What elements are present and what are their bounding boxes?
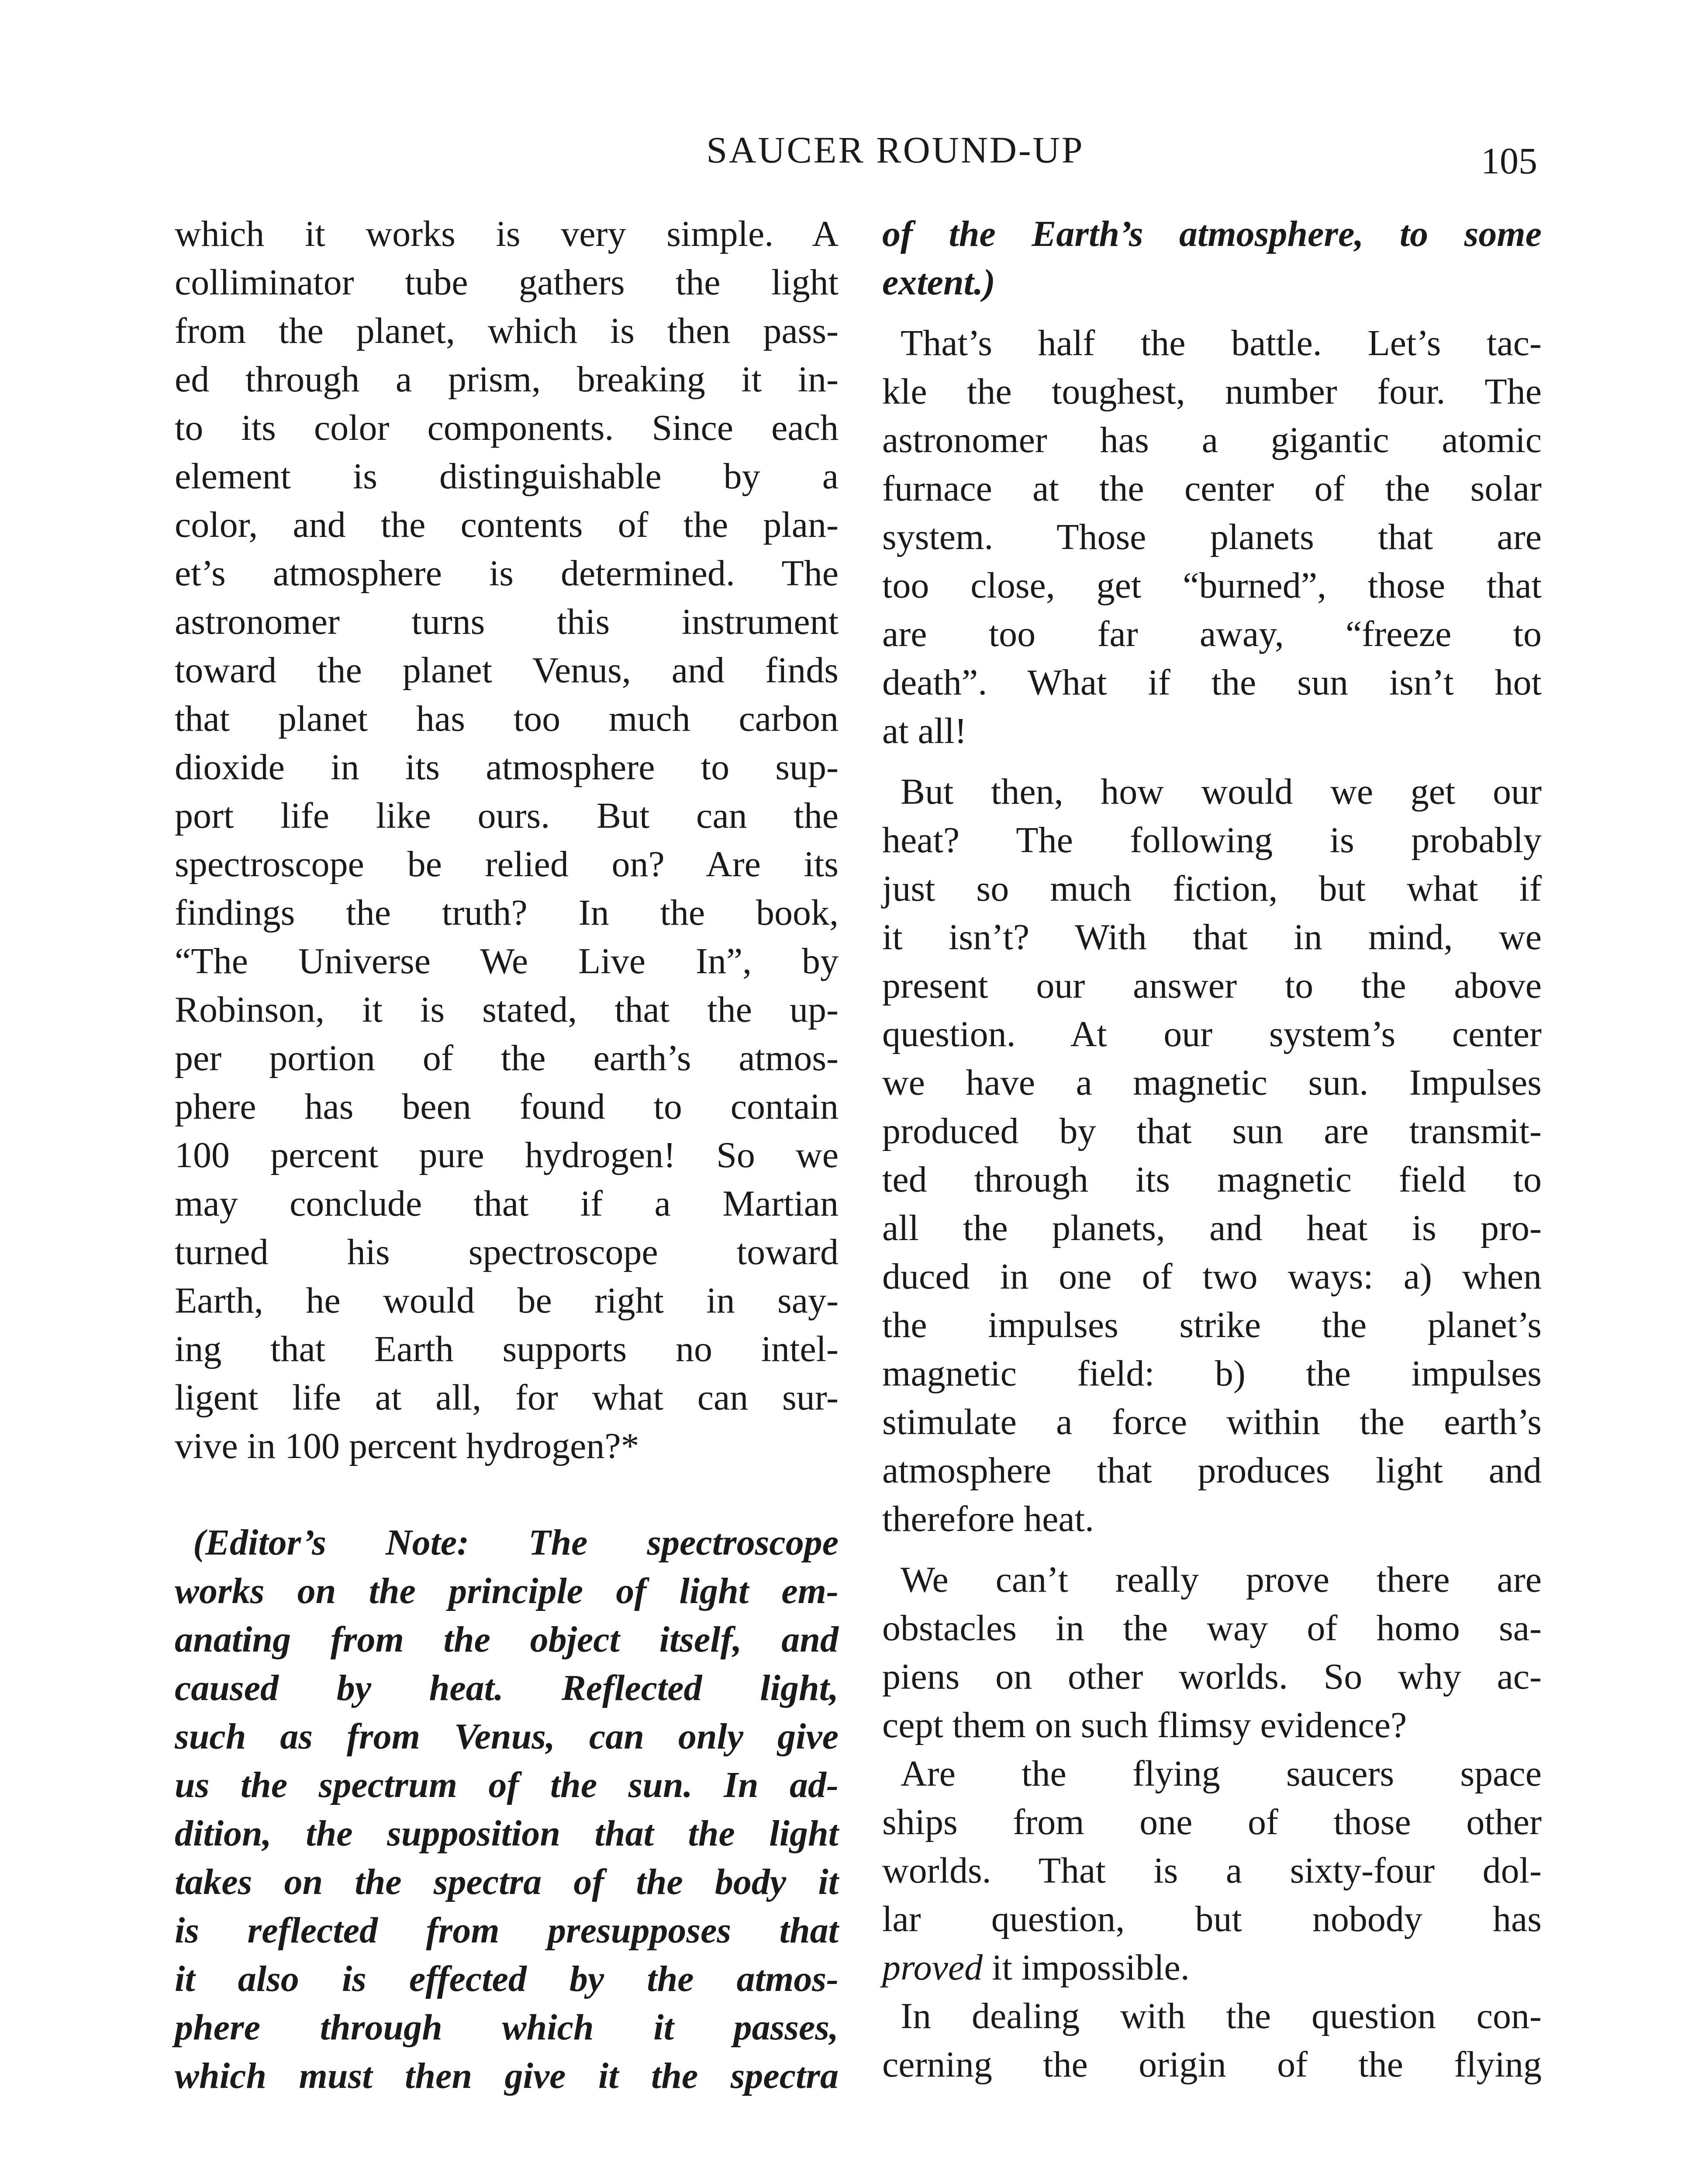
- text-line: anating from the object itself, and: [175, 1619, 839, 1660]
- text-line: which it works is very simple. A: [175, 214, 839, 254]
- text-line: are too far away, “freeze to: [882, 614, 1542, 654]
- emphasis-word: proved: [882, 1947, 983, 1988]
- text-line: heat? The following is probably: [882, 820, 1542, 860]
- text-line: produced by that sun are transmit-: [882, 1111, 1542, 1151]
- paragraph-origin: [882, 1992, 1542, 2089]
- text-line: lar question, but nobody has: [882, 1899, 1542, 1939]
- text-line: system. Those planets that are: [882, 517, 1542, 557]
- text-line: duced in one of two ways: a) when: [882, 1256, 1542, 1297]
- text-line: the impulses strike the planet’s: [882, 1305, 1542, 1345]
- paragraph-obstacles: [882, 1555, 1542, 1749]
- text-line: it also is effected by the atmos-: [175, 1959, 839, 1999]
- text-line: et’s atmosphere is determined. The: [175, 553, 839, 594]
- text-line: vive in 100 percent hydrogen?*: [175, 1426, 639, 1466]
- text-line: takes on the spectra of the body it: [175, 1862, 839, 1902]
- text-line: findings the truth? In the book,: [175, 892, 839, 933]
- text-line: it isn’t? With that in mind, we: [882, 917, 1542, 957]
- left-column: [175, 210, 839, 2100]
- text-line: therefore heat.: [882, 1499, 1094, 1539]
- text-line: 100 percent pure hydrogen! So we: [175, 1135, 839, 1175]
- page-number: 105: [1481, 140, 1537, 182]
- text-line: atmosphere that produces light and: [882, 1450, 1542, 1491]
- text-line: stimulate a force within the earth’s: [882, 1402, 1542, 1442]
- text-line: ed through a prism, breaking it in-: [175, 359, 839, 400]
- text-line: color, and the contents of the plan-: [175, 505, 839, 545]
- text-line: works on the principle of light em-: [175, 1571, 839, 1611]
- text-line: That’s half the battle. Let’s tac-: [901, 323, 1542, 363]
- editor-note: [175, 1518, 839, 2100]
- text-line: port life like ours. But can the: [175, 795, 839, 836]
- text-line: But then, how would we get our: [901, 771, 1542, 812]
- text-line: to its color components. Since each: [175, 408, 839, 448]
- text-line: we have a magnetic sun. Impulses: [882, 1062, 1542, 1103]
- text-line: kle the toughest, number four. The: [882, 371, 1542, 412]
- text-line: obstacles in the way of homo sa-: [882, 1608, 1542, 1648]
- text-line: dioxide in its atmosphere to sup-: [175, 747, 839, 788]
- text-line: ing that Earth supports no intel-: [175, 1329, 839, 1369]
- text-line: ships from one of those other: [882, 1802, 1542, 1842]
- text-line: extent.): [882, 262, 995, 303]
- text-line: astronomer has a gigantic atomic: [882, 420, 1542, 460]
- text-line: at all!: [882, 711, 967, 751]
- text-line: We can’t really prove there are: [901, 1559, 1542, 1600]
- text-line: ted through its magnetic field to: [882, 1159, 1542, 1200]
- text-line: per portion of the earth’s atmos-: [175, 1038, 839, 1078]
- text-line: just so much fiction, but what if: [882, 868, 1542, 909]
- paragraph-sun: [882, 319, 1542, 755]
- text-line: spectroscope be relied on? Are its: [175, 844, 839, 885]
- text-line: Robinson, it is stated, that the up-: [175, 989, 839, 1030]
- text-line: colliminator tube gathers the light: [175, 262, 839, 303]
- text-line: astronomer turns this instrument: [175, 601, 839, 642]
- right-column: [882, 210, 1542, 2089]
- text-line: phere has been found to contain: [175, 1086, 839, 1127]
- text-line: is reflected from presupposes that: [175, 1910, 839, 1951]
- text-line: of the Earth’s atmosphere, to some: [882, 214, 1542, 254]
- page-title: SAUCER ROUND-UP: [706, 129, 1084, 171]
- text-line: phere through which it passes,: [175, 2007, 839, 2048]
- text-line: In dealing with the question con-: [901, 1996, 1542, 2036]
- text-line: such as from Venus, can only give: [175, 1716, 839, 1757]
- text-line: piens on other worlds. So why ac-: [882, 1656, 1542, 1697]
- text-line: “The Universe We Live In”, by: [175, 941, 839, 981]
- text-line: that planet has too much carbon: [175, 698, 839, 739]
- text-line: worlds. That is a sixty-four dol-: [882, 1850, 1542, 1891]
- text-line: cept them on such flimsy evidence?: [882, 1705, 1407, 1745]
- text-line: (Editor’s Note: The spectroscope: [193, 1522, 839, 1563]
- text-line: death”. What if the sun isn’t hot: [882, 662, 1542, 703]
- text-line: furnace at the center of the solar: [882, 468, 1542, 509]
- text-line: caused by heat. Reflected light,: [175, 1668, 839, 1708]
- text-line: Are the flying saucers space: [901, 1753, 1542, 1794]
- text-line: ligent life at all, for what can sur-: [175, 1377, 839, 1418]
- text-line: which must then give it the spectra: [175, 2056, 839, 2096]
- text-line: from the planet, which is then pass-: [175, 311, 839, 351]
- paragraph-magnetic-sun: [882, 767, 1542, 1543]
- text-line: toward the planet Venus, and finds: [175, 650, 839, 691]
- text-line: may conclude that if a Martian: [175, 1183, 839, 1224]
- text-line: all the planets, and heat is pro-: [882, 1208, 1542, 1248]
- editor-note-continued: [882, 210, 1542, 307]
- text-line: too close, get “burned”, those that: [882, 565, 1542, 606]
- text-line: element is distinguishable by a: [175, 456, 839, 497]
- text-line: turned his spectroscope toward: [175, 1232, 839, 1272]
- text-line: magnetic field: b) the impulses: [882, 1353, 1542, 1394]
- text-line: Earth, he would be right in say-: [175, 1280, 839, 1321]
- paragraph-spectroscope: [175, 210, 839, 1470]
- text-line: present our answer to the above: [882, 965, 1542, 1006]
- text-run: it impossible.: [983, 1947, 1190, 1988]
- text-line: question. At our system’s center: [882, 1014, 1542, 1054]
- text-line: [882, 1943, 1542, 1992]
- text-line: cerning the origin of the flying: [882, 2044, 1542, 2085]
- text-line: dition, the supposition that the light: [175, 1813, 839, 1854]
- paragraph-space-ships: [882, 1749, 1542, 1992]
- text-line: us the spectrum of the sun. In ad-: [175, 1765, 839, 1805]
